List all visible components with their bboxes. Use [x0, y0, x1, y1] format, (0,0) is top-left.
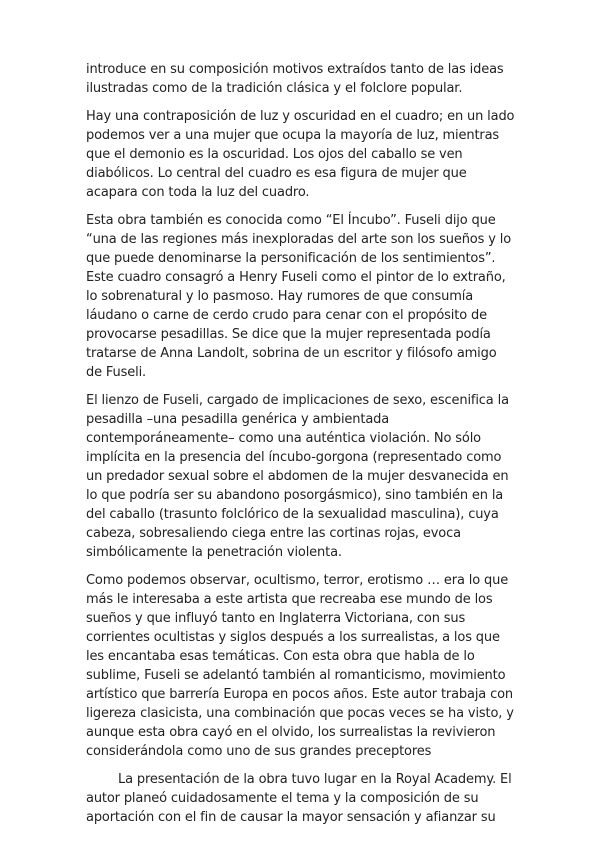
paragraph-4: El lienzo de Fuseli, cargado de implicaciones de sexo, escenifica la pesadilla –una pesadilla genérica y ambientada contemporáneamente– como una auténtica violación. No sólo implícita en la presencia del íncubo-gorgona (representado como un predador sexual sobre el abdomen de la mujer desvanecida en lo que podría ser su abandono posorgásmico), sino también en la del caballo (trasunto folclórico de la sexualidad masculina), cuya cabeza, sobresaliendo ciega entre las cortinas rojas, evoca simbólicamente la penetración violenta.: [86, 393, 509, 560]
paragraph-3: Esta obra también es conocida como “El Íncubo”. Fuseli dijo que “una de las regiones más inexploradas del arte son los sueños y lo que puede denominarse la personificación de los sentimientos”. Este cuadro consagró a Henry Fuseli como el pintor de lo extraño, lo sobrenatural y lo pasmoso. Hay rumores de que consumía láudano o carne de cerdo crudo para cenar con el propósito de provocarse pesadillas. Se dice que la mujer representada podía tratarse de Anna Landolt, sobrina de un escritor y filósofo amigo de Fuseli.: [86, 213, 511, 380]
paragraph-1: introduce en su composición motivos extraídos tanto de las ideas ilustradas como de la tradición clásica y el folclore popular.: [86, 62, 504, 96]
paragraph-5: Como podemos observar, ocultismo, terror, erotismo … era lo que más le interesaba a este artista que recreaba ese mundo de los sueños y que influyó tanto en Inglaterra Victoriana, con sus corrientes ocultistas y siglos después a los surrealistas, a los que les encantaba esas temáticas. Con esta obra que habla de lo sublime, Fuseli se adelantó también al romanticismo, movimiento artístico que barrería Europa en pocos años. Este autor trabaja con ligereza clasicista, una combinación que pocas veces se ha visto, y aunque esta obra cayó en el olvido, los surrealistas la revivieron considerándola como uno de sus grandes preceptores: [86, 573, 514, 759]
paragraph-6: La presentación de la obra tuvo lugar en la Royal Academy. El autor planeó cuidadosamente el tema y la composición de su aportación con el fin de causar la mayor sensación y afianzar su: [86, 772, 512, 825]
document-page: [86, 60, 516, 836]
paragraph-2: Hay una contraposición de luz y oscuridad en el cuadro; en un lado podemos ver a una mujer que ocupa la mayoría de luz, mientras que el demonio es la oscuridad. Los ojos del caballo se ven diabólicos. Lo central del cuadro es esa figura de mujer que acapara con toda la luz del cuadro.: [86, 109, 515, 200]
